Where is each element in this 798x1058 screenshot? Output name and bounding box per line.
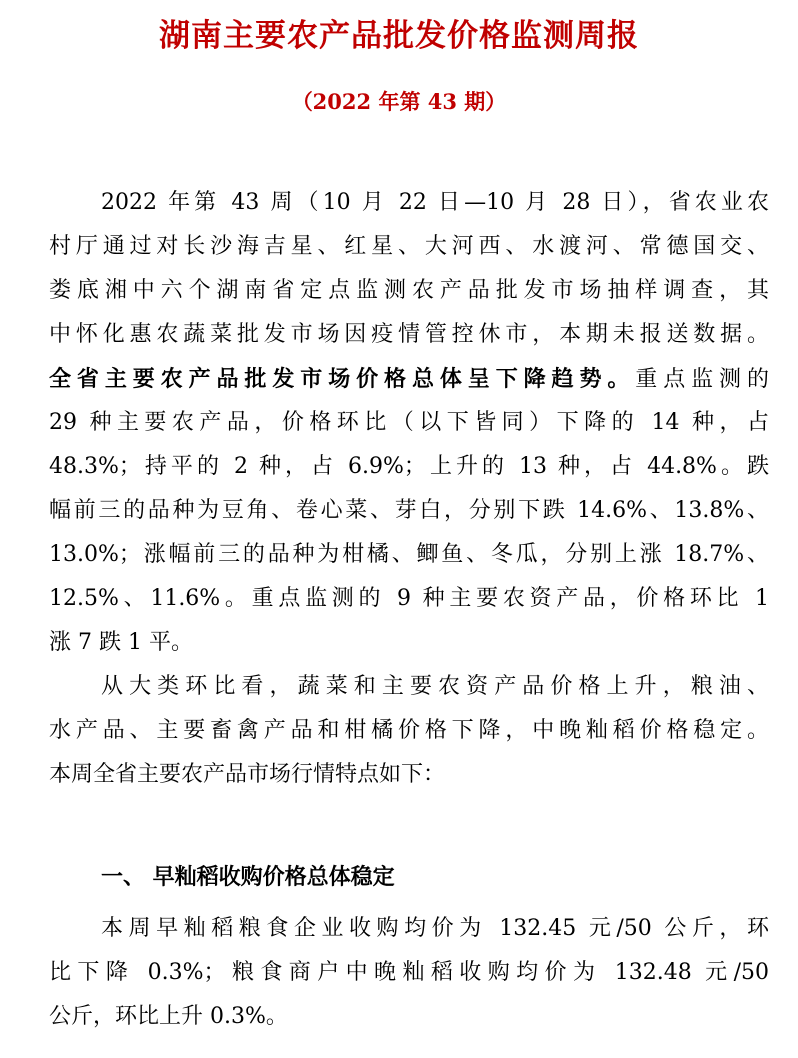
bold-summary: 全省主要农产品批发市场价格总体呈下降趋势。 [49, 366, 636, 392]
paragraph-line: 48.3%；持平的 2 种，占 6.9%；上升的 13 种，占 44.8%。跌 [49, 454, 769, 479]
section-heading: 一、 早籼稻收购价格总体稳定 [101, 864, 395, 890]
paragraph-line: 13.0%；涨幅前三的品种为柑橘、鲫鱼、冬瓜，分别上涨 18.7%、 [49, 542, 769, 567]
paragraph-line: 幅前三的品种为豆角、卷心菜、芽白，分别下跌 14.6%、13.8%、 [49, 498, 769, 523]
paragraph-line: 娄底湘中六个湖南省定点监测农产品批发市场抽样调查，其 [49, 278, 769, 303]
report-title: 湖南主要农产品批发价格监测周报 [159, 18, 639, 54]
paragraph-line: 水产品、主要畜禽产品和柑橘价格下降，中晚籼稻价格稳定。 [49, 718, 769, 743]
paragraph-line: 村厅通过对长沙海吉星、红星、大河西、水渡河、常德国交、 [49, 234, 769, 259]
paragraph-line: 比下降 0.3%；粮食商户中晚籼稻收购均价为 132.48 元/50 [49, 960, 769, 985]
paragraph-line: 12.5%、11.6%。重点监测的 9 种主要农资产品，价格环比 1 [49, 586, 769, 611]
summary-tail: 重点监测的 [635, 367, 769, 392]
issue-number: （2022 年第 43 期） [291, 89, 507, 114]
paragraph-line: 本周全省主要农产品市场行情特点如下： [49, 762, 446, 787]
paragraph-line: 涨 7 跌 1 平。 [49, 630, 193, 655]
paragraph-line: 从大类环比看，蔬菜和主要农资产品价格上升，粮油、 [101, 674, 769, 699]
paragraph-line: 本周早籼稻粮食企业收购均价为 132.45 元/50 公斤，环 [101, 916, 769, 941]
paragraph-line: 公斤，环比上升 0.3%。 [49, 1004, 288, 1029]
paragraph-line: 中怀化惠农蔬菜批发市场因疫情管控休市，本期未报送数据。 [49, 322, 769, 347]
paragraph-line: 2022 年第 43 周（10 月 22 日—10 月 28 日），省农业农 [101, 190, 769, 215]
paragraph-line-summary [49, 364, 769, 394]
paragraph-line: 29 种主要农产品，价格环比（以下皆同）下降的 14 种，占 [49, 410, 769, 435]
